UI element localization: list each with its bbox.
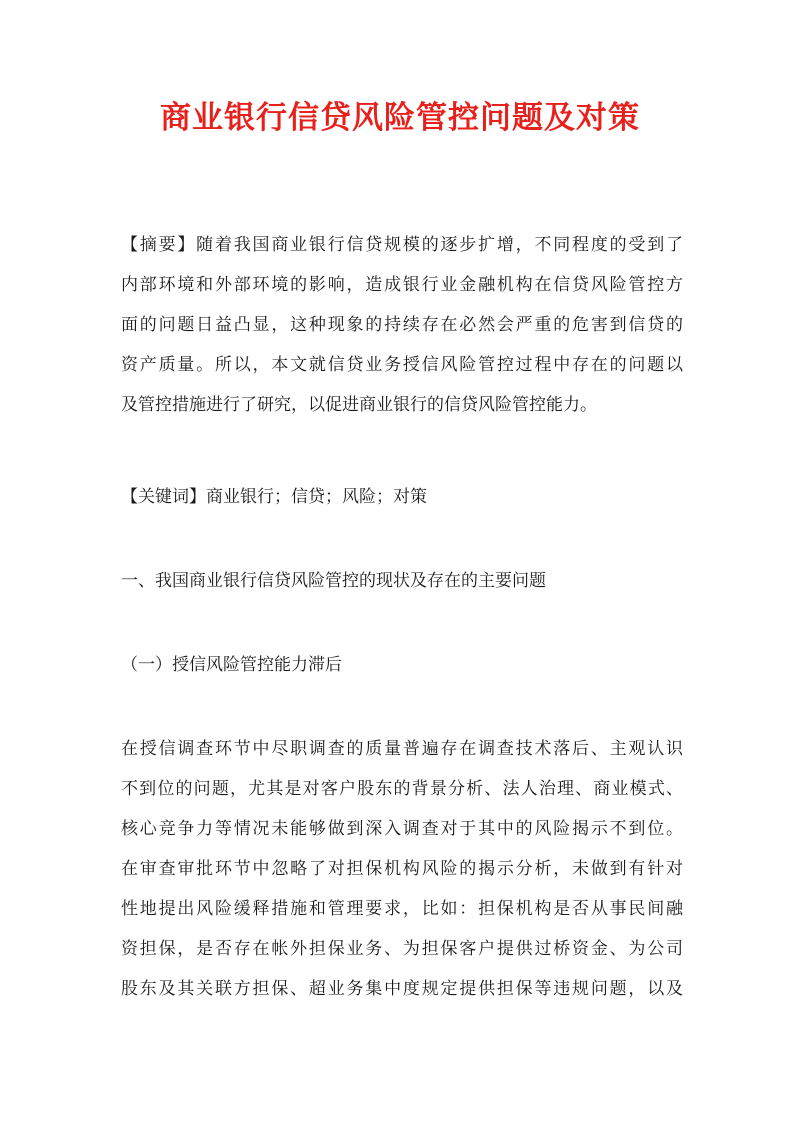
body-line: 核心竞争力等情况未能够做到深入调查对于其中的风险揭示不到位。 bbox=[121, 819, 683, 839]
abstract-line: 内部环境和外部环境的影响，造成银行业金融机构在信贷风险管控方 bbox=[121, 275, 683, 295]
body-line: 资担保，是否存在帐外担保业务、为担保客户提供过桥资金、为公司 bbox=[121, 939, 683, 959]
abstract-paragraph bbox=[121, 225, 683, 425]
body-line: 股东及其关联方担保、超业务集中度规定提供担保等违规问题，以及 bbox=[121, 979, 683, 999]
document-title: 商业银行信贷风险管控问题及对策 bbox=[160, 100, 640, 136]
body-line: 在授信调查环节中尽职调查的质量普遍存在调查技术落后、主观认识 bbox=[121, 739, 683, 759]
body-paragraph bbox=[121, 729, 683, 1009]
section-heading: 一、我国商业银行信贷风险管控的现状及存在的主要问题 bbox=[121, 571, 546, 591]
body-line: 在审查审批环节中忽略了对担保机构风险的揭示分析，未做到有针对 bbox=[121, 859, 683, 879]
abstract-line: 及管控措施进行了研究，以促进商业银行的信贷风险管控能力。 bbox=[121, 395, 597, 415]
abstract-line: 【摘要】随着我国商业银行信贷规模的逐步扩增，不同程度的受到了 bbox=[121, 235, 683, 255]
keywords-line: 【关键词】商业银行；信贷；风险；对策 bbox=[121, 487, 427, 507]
body-line: 不到位的问题，尤其是对客户股东的背景分析、法人治理、商业模式、 bbox=[121, 779, 683, 799]
abstract-line: 面的问题日益凸显，这种现象的持续存在必然会严重的危害到信贷的 bbox=[121, 315, 683, 335]
body-line: 性地提出风险缓释措施和管理要求，比如：担保机构是否从事民间融 bbox=[121, 899, 683, 919]
abstract-line: 资产质量。所以，本文就信贷业务授信风险管控过程中存在的问题以 bbox=[121, 355, 683, 375]
subsection-heading: （一）授信风险管控能力滞后 bbox=[121, 655, 342, 675]
